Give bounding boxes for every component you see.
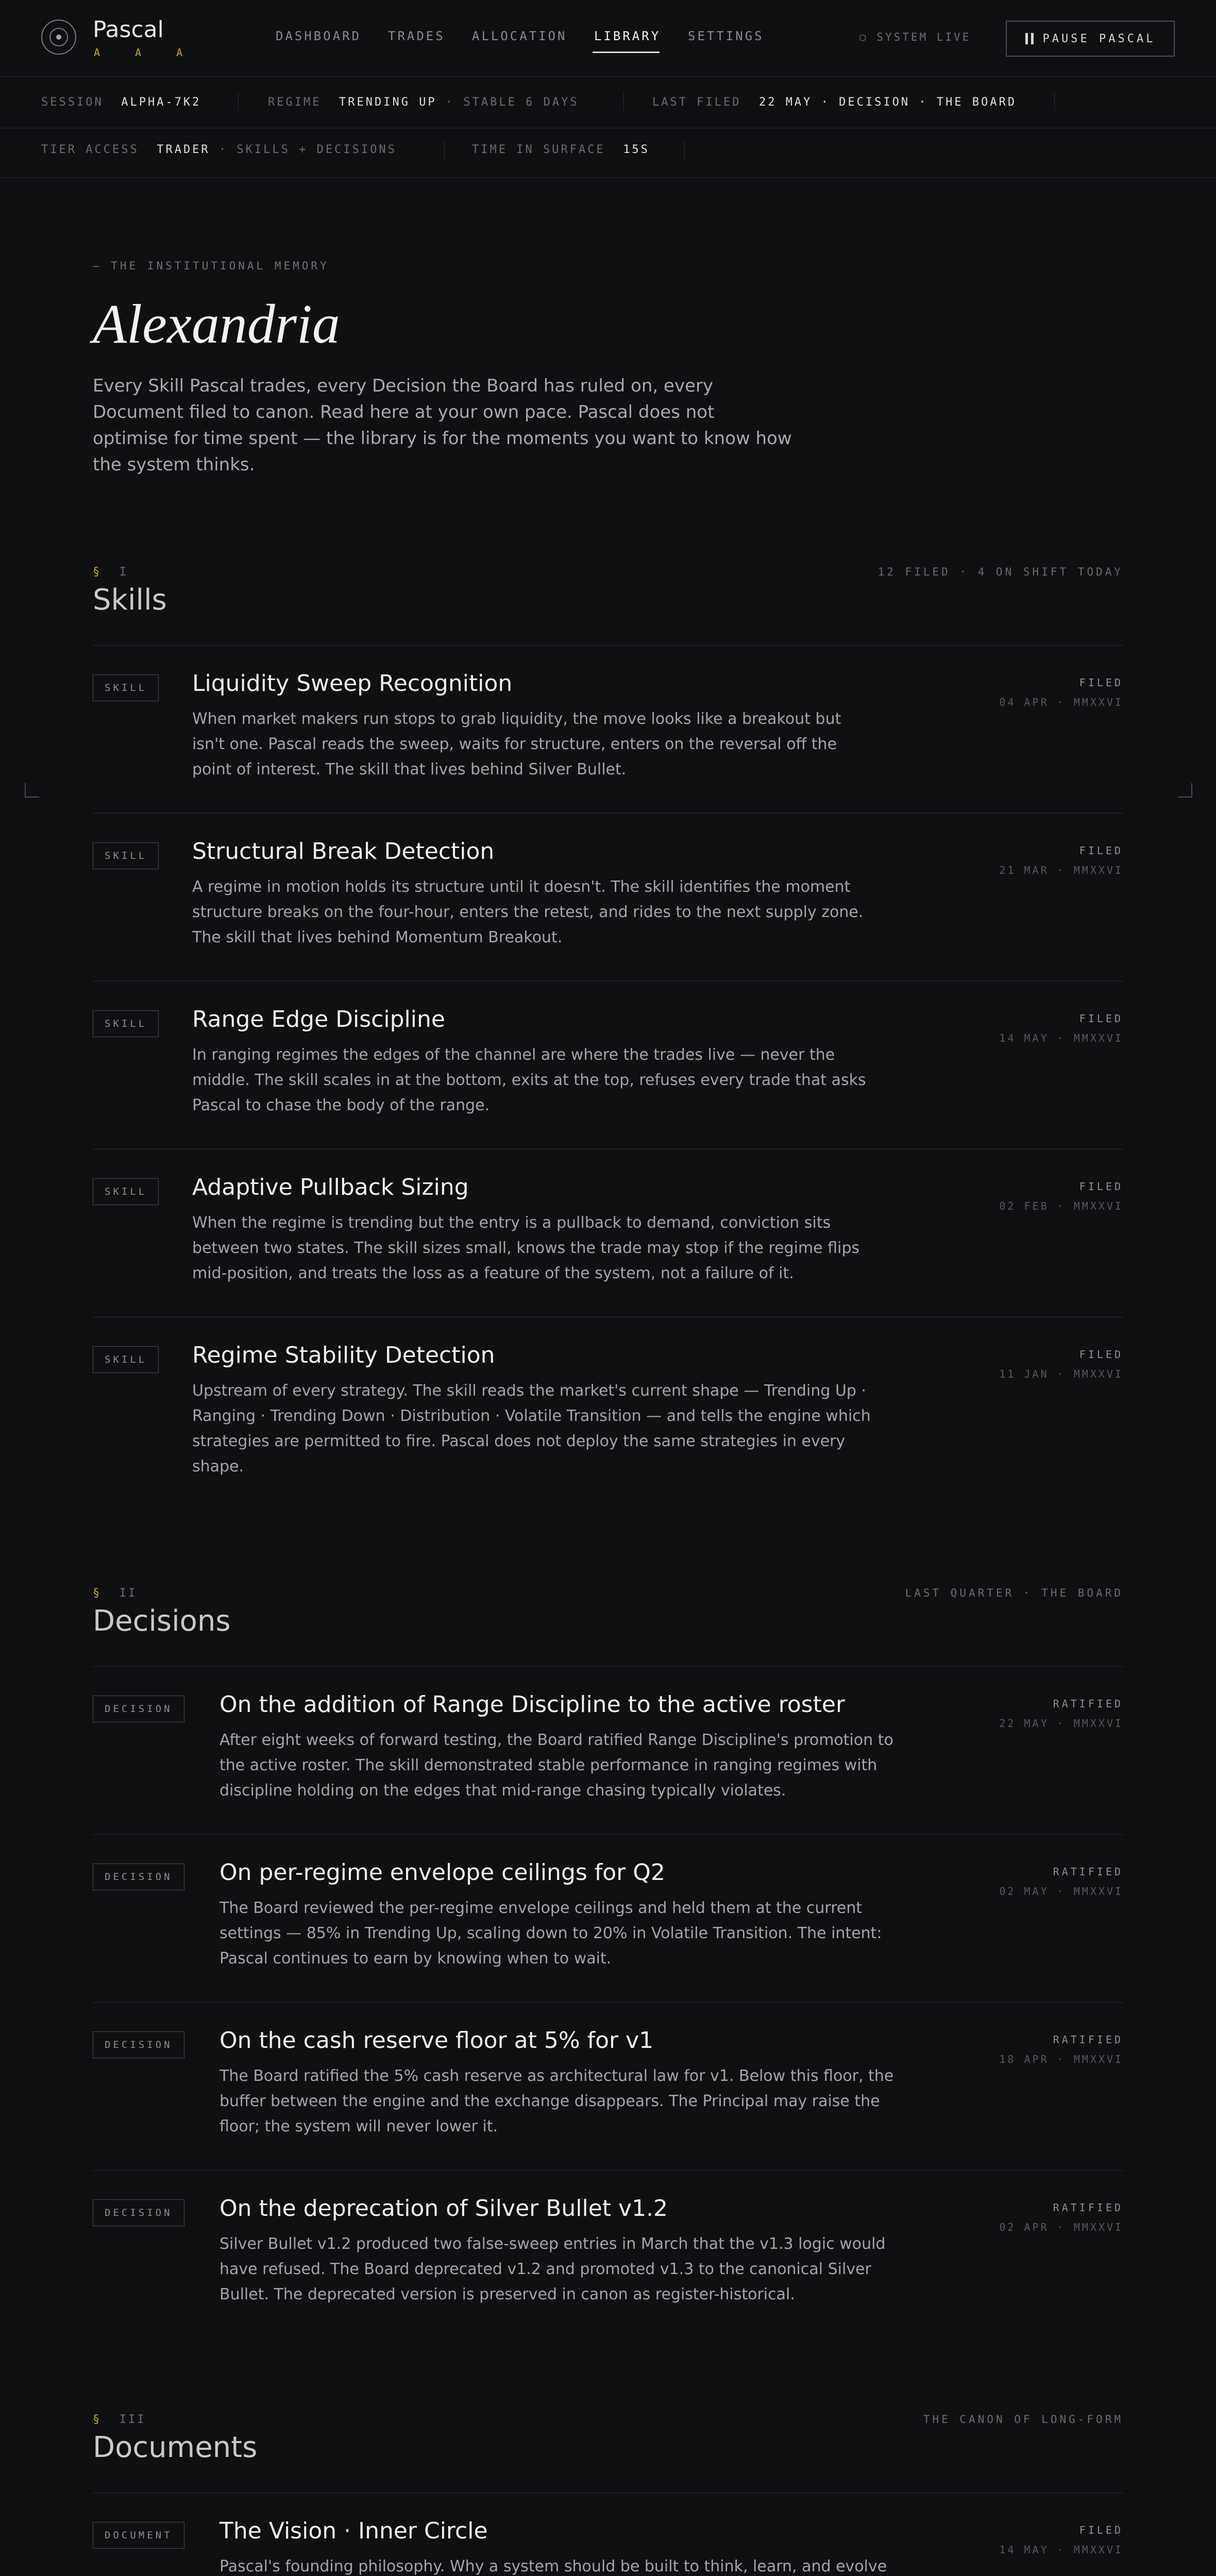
nav-trades[interactable]: TRADES <box>388 29 445 43</box>
entry-summary: Upstream of every strategy. The skill reads the market's current shape — Trending Up · Ranging · Trending Down · Distribution · Volatile Transition — and tells the engine which strategies are permitted to fire. Pascal does not deploy the same strategies in every shape. <box>192 1382 871 1476</box>
skill-entry[interactable] <box>93 1149 1123 1317</box>
entry-status: RATIFIED <box>1053 1698 1123 1710</box>
entry-date: 02 MAY · MMXXVI <box>999 1885 1123 1897</box>
meta-tier-access: TIER ACCESS TRADER · SKILLS + DECISIONS <box>41 143 397 156</box>
entry-date: 21 MAR · MMXXVI <box>999 864 1123 876</box>
section-number-decisions: § II <box>93 1587 138 1600</box>
entry-summary: After eight weeks of forward testing, the Board ratified Range Discipline's promotion to the active roster. The skill demonstrated stable performance in ranging regimes with discipline holding on the edges that mid-range chasing typically violates. <box>219 1731 893 1800</box>
entry-status: RATIFIED <box>1053 2201 1123 2214</box>
entry-tag: SKILL <box>93 842 159 869</box>
hero-intro: Every Skill Pascal trades, every Decision the Board has ruled on, every Document filed to canon. Read here at your own pace. Pascal does not optimise for time spent — the library is for the moments you want to know how the system thinks. <box>93 376 792 475</box>
top-bar <box>0 0 1216 77</box>
entry-status: FILED <box>1079 1180 1123 1193</box>
entry-date: 14 MAY · MMXXVI <box>999 2544 1123 2556</box>
entry-title[interactable]: Liquidity Sweep Recognition <box>192 670 513 697</box>
decision-entry[interactable] <box>93 1834 1123 2002</box>
entry-status: RATIFIED <box>1053 1866 1123 1878</box>
pascal-logo-icon[interactable] <box>41 20 76 55</box>
status-dot-icon: ○ <box>859 31 868 43</box>
entry-tag: DECISION <box>93 1863 184 1890</box>
page-title: Alexandria <box>93 294 340 355</box>
entry-title[interactable]: On the addition of Range Discipline to the active roster <box>219 1691 846 1718</box>
entry-summary: Silver Bullet v1.2 produced two false-sweep entries in March that the v1.3 logic would have refused. The Board deprecated v1.2 and promoted v1.3 to the canonical Silver Bullet. The deprecated version is preserved in canon as register-historical. <box>219 2235 886 2303</box>
entry-date: 11 JAN · MMXXVI <box>999 1368 1123 1380</box>
pause-icon <box>1025 33 1034 44</box>
doc-meta-strip-2 <box>0 128 1216 178</box>
entry-title[interactable]: The Vision · Inner Circle <box>219 2518 488 2544</box>
entry-status: FILED <box>1079 676 1123 689</box>
entry-summary: A regime in motion holds its structure until it doesn't. The skill identifies the moment structure breaks on the four-hour, enters the retest, and rides to the next supply zone. The skill that lives behind Momentum Breakout. <box>192 878 864 946</box>
section-title-decisions: Decisions <box>93 1604 231 1638</box>
entry-title[interactable]: On the deprecation of Silver Bullet v1.2 <box>219 2195 668 2222</box>
nav-settings[interactable]: SETTINGS <box>688 29 764 43</box>
entry-summary: When the regime is trending but the entry is a pullback to demand, conviction sits between two states. The skill sizes small, knows the trade may stop if the regime flips mid-position, and treats the loss as a feature of the system, not a failure of it. <box>192 1214 860 1282</box>
pause-pascal-label: PAUSE PASCAL <box>1042 32 1156 45</box>
entry-tag: SKILL <box>93 1178 159 1205</box>
section-number-skills: § I <box>93 566 128 579</box>
doc-meta-strip-1 <box>0 76 1216 128</box>
entry-title[interactable]: On the cash reserve floor at 5% for v1 <box>219 2027 654 2054</box>
meta-time-in-surface: TIME IN SURFACE 15S <box>472 143 650 156</box>
entry-date: 02 FEB · MMXXVI <box>999 1200 1123 1212</box>
meta-regime: REGIME TRENDING UP · STABLE 6 DAYS <box>268 96 579 109</box>
nav-library[interactable]: LIBRARY <box>594 29 661 43</box>
section-title-skills: Skills <box>93 583 167 617</box>
entry-date: 22 MAY · MMXXVI <box>999 1717 1123 1730</box>
meta-divider <box>238 92 239 110</box>
entry-summary: When market makers run stops to grab liquidity, the move looks like a breakout but isn't one. Pascal reads the sweep, waits for structure, enters on the reversal off the point of interest. The skill that lives behind Silver Bullet. <box>192 710 841 778</box>
nav-dashboard[interactable]: DASHBOARD <box>276 29 362 43</box>
skill-entry[interactable] <box>93 981 1123 1149</box>
meta-divider <box>444 140 445 159</box>
entry-summary: Pascal's founding philosophy. Why a system should be built to think, learn, and evolve <box>219 2557 887 2575</box>
entry-title[interactable]: On per-regime envelope ceilings for Q2 <box>219 1859 665 1886</box>
entry-date: 14 MAY · MMXXVI <box>999 1032 1123 1044</box>
entry-status: FILED <box>1079 2524 1123 2536</box>
entry-tag: DECISION <box>93 2199 184 2226</box>
entry-date: 04 APR · MMXXVI <box>999 696 1123 708</box>
entry-tag: DOCUMENT <box>93 2522 184 2549</box>
skill-entry[interactable] <box>93 1317 1123 1513</box>
entry-title[interactable]: Range Edge Discipline <box>192 1006 445 1032</box>
decision-entry[interactable] <box>93 2170 1123 2338</box>
entry-tag: SKILL <box>93 674 159 701</box>
system-status <box>859 31 971 43</box>
entry-summary: In ranging regimes the edges of the channel are where the trades live — never the middle. The skill scales in at the bottom, exits at the top, refuses every trade that asks Pascal to chase the body of the range. <box>192 1046 866 1114</box>
frame-corner-bottom-left <box>25 783 39 798</box>
entry-status: FILED <box>1079 844 1123 857</box>
entry-summary: The Board reviewed the per-regime envelope ceilings and held them at the current settings — 85% in Trending Up, scaling down to 20% in Volatile Transition. The intent: Pascal continues to earn by knowing when to wait. <box>219 1899 882 1968</box>
frame-corner-bottom-right <box>1178 783 1192 798</box>
entry-tag: SKILL <box>93 1010 159 1037</box>
skill-entry[interactable] <box>93 813 1123 981</box>
entry-summary: The Board ratified the 5% cash reserve as architectural law for v1. Below this floor, the buffer between the engine and the exchange disappears. The Principal may raise the floor; the system will never lower it. <box>219 2067 894 2136</box>
brand-dots: A A A <box>94 46 197 59</box>
entry-tag: DECISION <box>93 2031 184 2058</box>
section-title-documents: Documents <box>93 2431 258 2464</box>
section-note-skills: 12 FILED · 4 ON SHIFT TODAY <box>877 566 1123 578</box>
decision-entry[interactable] <box>93 1666 1123 1834</box>
section-number-documents: § III <box>93 2413 146 2426</box>
meta-last-filed: LAST FILED 22 MAY · DECISION · THE BOARD <box>652 96 1017 109</box>
section-note-documents: THE CANON OF LONG-FORM <box>923 2413 1123 2426</box>
section-note-decisions: LAST QUARTER · THE BOARD <box>905 1587 1123 1599</box>
entry-date: 18 APR · MMXXVI <box>999 2053 1123 2065</box>
entry-tag: SKILL <box>93 1346 159 1373</box>
meta-session: SESSION ALPHA-7K2 <box>41 96 201 109</box>
entry-tag: DECISION <box>93 1696 184 1722</box>
entry-title[interactable]: Regime Stability Detection <box>192 1342 495 1368</box>
meta-divider <box>623 92 624 110</box>
hero-eyebrow: — THE INSTITUTIONAL MEMORY <box>93 260 329 272</box>
nav-active-indicator <box>593 52 660 53</box>
entry-status: FILED <box>1079 1012 1123 1025</box>
entry-title[interactable]: Adaptive Pullback Sizing <box>192 1174 469 1200</box>
entry-status: FILED <box>1079 1348 1123 1361</box>
document-entry[interactable] <box>93 2493 1123 2576</box>
entry-date: 02 APR · MMXXVI <box>999 2221 1123 2233</box>
skill-entry[interactable] <box>93 645 1123 813</box>
pause-pascal-button[interactable] <box>1006 21 1175 57</box>
entry-status: RATIFIED <box>1053 2033 1123 2046</box>
decision-entry[interactable] <box>93 2002 1123 2170</box>
meta-divider <box>1054 92 1055 110</box>
meta-divider <box>684 140 685 159</box>
nav-allocation[interactable]: ALLOCATION <box>472 29 567 43</box>
entry-title[interactable]: Structural Break Detection <box>192 838 495 865</box>
system-status-label: SYSTEM LIVE <box>876 31 971 43</box>
app-name[interactable]: Pascal <box>93 16 164 43</box>
